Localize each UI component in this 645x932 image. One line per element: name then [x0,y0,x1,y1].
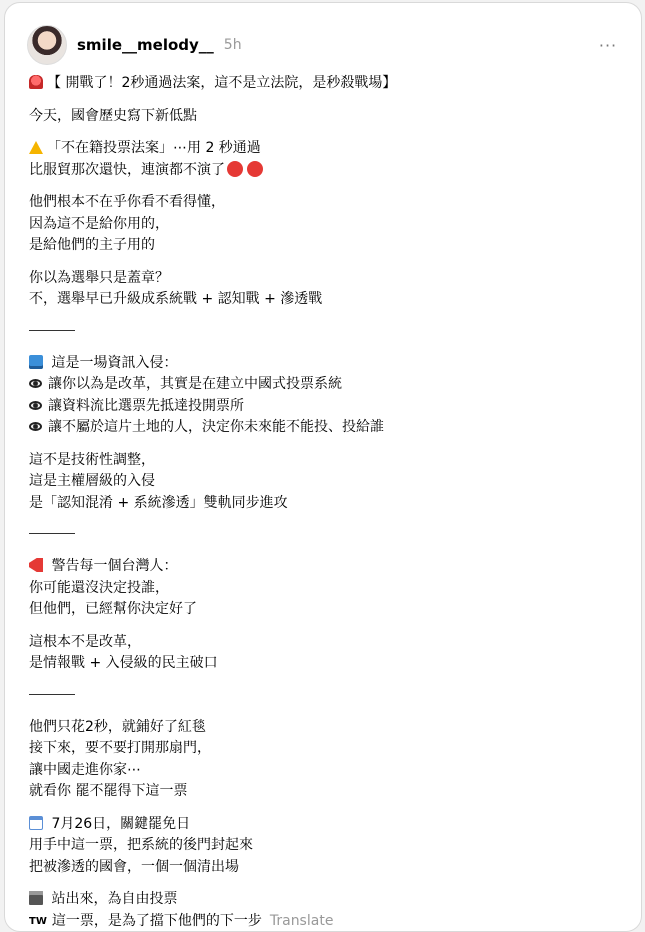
post-line [29,73,629,95]
more-icon[interactable]: ··· [595,35,621,55]
post-line-text: 不，選舉早已升級成系統戰 + 認知戰 + 滲透戰 [29,289,629,311]
post-line-text: 就看你 罷不罷得下這一票 [29,781,629,803]
divider [29,533,75,534]
post-line-text: 讓不屬於這片土地的人，決定你未來能不能投、投給誰 [48,419,384,435]
post-line-text: 讓中國走進你家⋯ [29,760,629,782]
clapper-board-icon [29,891,43,905]
post-line-text: 這不是技術性調整， [29,450,629,472]
tw-flag-icon: TW [29,911,47,932]
post-line-text: 他們根本不在乎你看不看得懂， [29,192,629,214]
post-line-text: 比服貿那次還快，連演都不演了 [29,162,225,178]
post-line-text: 讓資料流比選票先抵達投開票所 [48,398,244,414]
post-line-text: 因為這不是給你用的， [29,214,629,236]
divider [29,330,75,331]
eye-icon [29,401,42,410]
angry-face-icon [227,161,243,177]
username[interactable]: smile__melody__ [77,36,214,54]
post-paragraph [29,268,629,311]
post-line-text: 今天，國會歷史寫下新低點 [29,108,197,124]
post-paragraph [29,450,629,515]
post-line-text: 把被滲透的國會，一個一個清出場 [29,857,629,879]
avatar[interactable] [27,25,67,65]
post-paragraph [29,814,629,879]
laptop-icon [29,355,43,369]
post-header [27,25,621,65]
post-line-text: 是「認知混淆 + 系統滲透」雙軌同步進攻 [29,493,629,515]
post-line-text: 你可能還沒決定投誰， [29,578,629,600]
post-line-text: 接下來，要不要打開那扇門， [29,738,629,760]
calendar-icon [29,816,43,830]
translate-link[interactable]: Translate [270,913,334,929]
post-line-text: 這一票，是為了擋下他們的下一步 [52,913,262,929]
post-time[interactable]: 5h [224,37,242,53]
post-line [29,106,629,128]
post-paragraph [29,717,629,803]
post-line-text: 你以為選舉只是蓋章？ [29,268,629,290]
post-line-text: 讓你以為是改革，其實是在建立中國式投票系統 [48,376,342,392]
warning-icon [29,141,43,154]
post-line-text: 用手中這一票，把系統的後門封起來 [29,835,629,857]
post-line-text: 但他們，已經幫你決定好了 [29,599,629,621]
post-line-text: 這根本不是改革， [29,632,629,654]
post-card [4,2,642,932]
divider [29,694,75,695]
eye-icon [29,422,42,431]
post-line-text: 「不在籍投票法案」⋯用 2 秒通過 [47,140,261,156]
post-line-text: 是給他們的主子用的 [29,235,629,257]
post-paragraph [29,889,629,932]
post-line-text: 站出來，為自由投票 [51,891,177,907]
post-line-text: 是情報戰 + 入侵級的民主破口 [29,653,629,675]
siren-icon [29,75,43,89]
post-line-text: 這是主權層級的入侵 [29,471,629,493]
post-paragraph [29,632,629,675]
post-paragraph [29,192,629,257]
post-line-text: 7月26日，關鍵罷免日 [51,816,190,832]
post-line-text: 他們只花2秒，就鋪好了紅毯 [29,717,629,739]
post-line-text: 【 開戰了！2秒通過法案，這不是立法院，是秒殺戰場】 [47,75,396,91]
angry-face-icon [247,161,263,177]
post-paragraph [29,138,629,181]
megaphone-icon [29,558,43,572]
eye-icon [29,379,42,388]
post-paragraph [29,353,629,439]
post-line-text: 這是一場資訊入侵： [51,355,177,371]
post-paragraph [29,556,629,621]
post-body [29,73,629,932]
post-line-text: 警告每一個台灣人： [51,558,177,574]
